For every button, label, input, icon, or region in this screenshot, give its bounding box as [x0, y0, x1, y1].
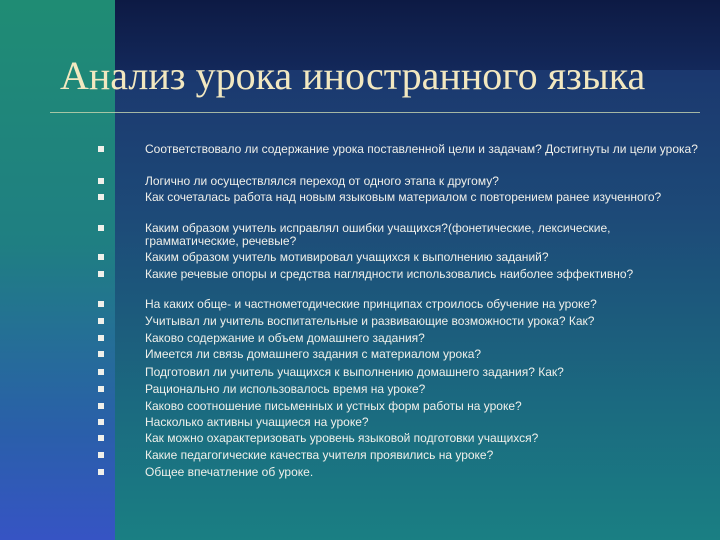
bullet-square-icon	[98, 178, 104, 184]
list-item-text: Насколько активны учащиеся на уроке?	[145, 415, 369, 429]
list-item-text: Какие речевые опоры и средства наглядности использовались наиболее эффективно?	[145, 267, 634, 281]
list-item-text: Как сочеталась работа над новым языковым материалом с повторением ранее изученного?	[145, 190, 662, 204]
bullet-square-icon	[98, 435, 104, 441]
list-item-text: Учитывал ли учитель воспитательные и развивающие возможности урока? Как?	[145, 314, 595, 328]
bullet-square-icon	[98, 419, 104, 425]
list-item-text: Каково соотношение письменных и устных форм работы на уроке?	[145, 399, 522, 413]
list-item-text: Каким образом учитель исправлял ошибки учащихся?(фонетические, лексические, грамматические, речевые?	[145, 221, 611, 248]
list-item-text: Имеется ли связь домашнего задания с материалом урока?	[145, 347, 482, 361]
bullet-square-icon	[98, 225, 104, 231]
list-item-text: Соответствовало ли содержание урока поставленной цели и задачам? Достигнуты ли цели урока?	[145, 142, 698, 156]
list-item-text: Каким образом учитель мотивировал учащихся к выполнению заданий?	[145, 250, 549, 264]
bullet-square-icon	[98, 469, 104, 475]
list-item-text: Подготовил ли учитель учащихся к выполнению домашнего задания? Как?	[145, 365, 564, 379]
bullet-square-icon	[98, 146, 104, 152]
bullet-square-icon	[98, 386, 104, 392]
slide-title: Анализ урока иностранного языка	[60, 53, 646, 98]
bullet-square-icon	[98, 254, 104, 260]
list-item-text: На каких обще- и частнометодические принципах строилось обучение на уроке?	[145, 297, 597, 311]
bullet-square-icon	[98, 301, 104, 307]
bullet-square-icon	[98, 194, 104, 200]
list-item-text: Логично ли осуществлялся переход от одного этапа к другому?	[145, 174, 499, 188]
bullet-square-icon	[98, 318, 104, 324]
bullet-square-icon	[98, 271, 104, 277]
bullet-square-icon	[98, 369, 104, 375]
list-item-text: Как можно охарактеризовать уровень языковой подготовки учащихся?	[145, 431, 539, 445]
bullet-square-icon	[98, 335, 104, 341]
list-item-text: Какие педагогические качества учителя проявились на уроке?	[145, 448, 494, 462]
list-item-text: Общее впечатление об уроке.	[145, 465, 314, 479]
bullet-square-icon	[98, 403, 104, 409]
bullet-square-icon	[98, 452, 104, 458]
bullet-square-icon	[98, 351, 104, 357]
list-item-text: Каково содержание и объем домашнего задания?	[145, 331, 425, 345]
list-item-text: Рационально ли использовалось время на уроке?	[145, 382, 426, 396]
